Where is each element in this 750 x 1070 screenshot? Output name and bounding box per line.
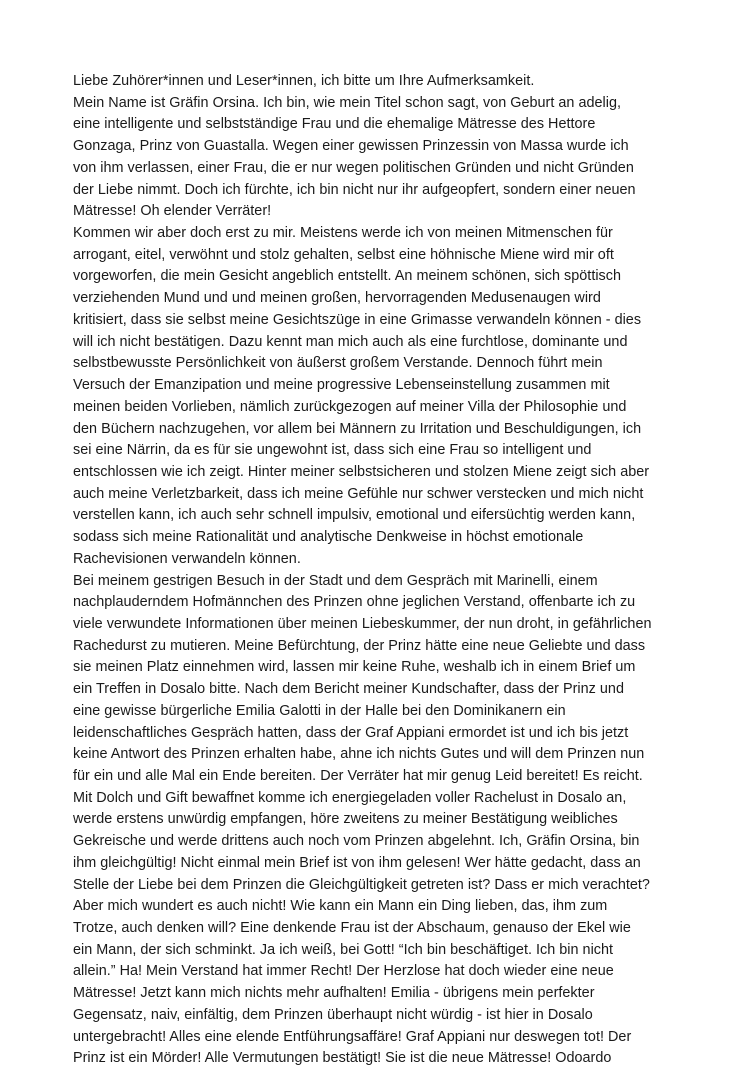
text-line: Liebe Zuhörer*innen und Leser*innen, ich bitte um Ihre Aufmerksamkeit. <box>73 73 535 89</box>
text-line: den Büchern nachzugehen, vor allem bei Männern zu Irritation und Beschuldigungen, ich <box>73 420 642 437</box>
text-line: untergebracht! Alles eine elende Entführungsaffäre! Graf Appiani nur deswegen tot! Der <box>73 1028 632 1045</box>
text-line: Gekreische und werde drittens auch noch vom Prinzen abgelehnt. Ich, Gräfin Orsina, bin <box>73 833 640 850</box>
text-line: will ich nicht bestätigen. Dazu kennt man mich auch als eine furchtlose, dominante und <box>73 333 628 350</box>
text-line: Versuch der Emanzipation und meine progressive Lebenseinstellung zusammen mit <box>73 377 610 394</box>
text-line: der Liebe nimmt. Doch ich fürchte, ich bin nicht nur ihr aufgeopfert, sondern einer neuen <box>73 181 636 198</box>
text-line: keine Antwort des Prinzen erhalten habe, ahne ich nichts Gutes und will dem Prinzen nun <box>73 746 645 763</box>
text-line: arrogant, eitel, verwöhnt und stolz gehalten, selbst eine höhnische Miene wird mir oft <box>73 246 614 263</box>
text-line: Mit Dolch und Gift bewaffnet komme ich energiegeladen voller Rachelust in Dosalo an, <box>73 789 627 806</box>
text-line: Rachevisionen verwandeln können. <box>73 550 301 567</box>
text-line: Kommen wir aber doch erst zu mir. Meistens werde ich von meinen Mitmenschen für <box>73 225 613 242</box>
text-line: nachplauderndem Hofmännchen des Prinzen ohne jeglichen Verstand, offenbarte ich zu <box>73 594 636 611</box>
text-line: Mätresse! Jetzt kann mich nichts mehr aufhalten! Emilia - übrigens mein perfekter <box>73 985 595 1002</box>
text-line: entschlossen wie ich zeigt. Hinter meiner selbstsicheren und stolzen Miene zeigt sich aber <box>73 463 650 480</box>
text-line: Aber mich wundert es auch nicht! Wie kann ein Mann ein Ding lieben, das, ihm zum <box>73 898 608 915</box>
text-line: verstellen kann, ich auch sehr schnell impulsiv, emotional und eifersüchtig werden kann, <box>73 507 636 524</box>
text-line: Trotze, auch denken will? Eine denkende Frau ist der Abschaum, genauso der Ekel wie <box>73 920 631 937</box>
text-line: ein Mann, der sich schminkt. Ja ich weiß, bei Gott! “Ich bin beschäftiget. Ich bin nicht <box>73 941 614 958</box>
text-line: sie meinen Platz einnehmen wird, lassen mir keine Ruhe, weshalb ich in einem Brief um <box>73 659 636 676</box>
text-line: verziehenden Mund und und meinen großen, hervorragenden Medusenaugen wird <box>73 290 601 307</box>
text-line: ihm gleichgültig! Nicht einmal mein Brief ist von ihm gelesen! Wer hätte gedacht, dass an <box>73 854 641 871</box>
text-line: Rachedurst zu mutieren. Meine Befürchtung, der Prinz hätte eine neue Geliebte und dass <box>73 637 646 654</box>
text-line: Prinz ist ein Mörder! Alle Vermutungen bestätigt! Sie ist die neue Mätresse! Odoardo <box>73 1050 612 1067</box>
text-line: auch meine Verletzbarkeit, dass ich meine Gefühle nur schwer verstecken und mich nicht <box>73 485 644 502</box>
text-line: eine gewisse bürgerliche Emilia Galotti in der Halle bei den Dominikanern ein <box>73 702 566 719</box>
text-line: viele verwundete Informationen über meinen Liebeskummer, der nun droht, in gefährlichen <box>73 615 652 632</box>
text-line: Mätresse! Oh elender Verräter! <box>73 203 272 220</box>
monologue-text <box>73 71 693 1070</box>
text-line: Gegensatz, naiv, einfältig, dem Prinzen überhaupt nicht würdig - ist hier in Dosalo <box>73 1006 593 1023</box>
text-line: für ein und alle Mal ein Ende bereiten. Der Verräter hat mir genug Leid bereitet! Es reicht. <box>73 768 643 784</box>
text-line: Stelle der Liebe bei dem Prinzen die Gleichgültigkeit getreten ist? Dass er mich verachtet? <box>73 876 650 893</box>
text-line: kritisiert, dass sie selbst meine Gesichtszüge in eine Grimasse verwandeln können - dies <box>73 311 642 328</box>
text-line: von ihm verlassen, einer Frau, die er nur wegen politischen Gründen und nicht Gründen <box>73 159 634 176</box>
text-line: Mein Name ist Gräfin Orsina. Ich bin, wie mein Titel schon sagt, von Geburt an adelig, <box>73 94 622 111</box>
text-line: eine intelligente und selbstständige Frau und die ehemalige Mätresse des Hettore <box>73 116 596 133</box>
text-line: leidenschaftliches Gespräch hatten, dass der Graf Appiani ermordet ist und ich bis jetzt <box>73 724 629 741</box>
text-line: Gonzaga, Prinz von Guastalla. Wegen einer gewissen Prinzessin von Massa wurde ich <box>73 138 629 155</box>
text-line: allein.” Ha! Mein Verstand hat immer Recht! Der Herzlose hat doch wieder eine neue <box>73 963 614 980</box>
text-line: ein Treffen in Dosalo bitte. Nach dem Bericht meiner Kundschafter, dass der Prinz und <box>73 681 624 698</box>
text-line: sei eine Närrin, da es für sie ungewohnt ist, dass sich eine Frau so intelligent und <box>73 442 592 459</box>
text-line: sodass sich meine Rationalität und analytische Denkweise in höchst emotionale <box>73 529 584 546</box>
text-line: meinen beiden Vorlieben, nämlich zurückgezogen auf meiner Villa der Philosophie und <box>73 398 627 415</box>
text-line: werde erstens unwürdig empfangen, höre zweitens zu meiner Bestätigung weibliches <box>73 811 618 828</box>
text-line: vorgeworfen, die mein Gesicht angeblich entstellt. An meinem schönen, sich spöttisch <box>73 268 622 285</box>
text-line: selbstbewusste Persönlichkeit von äußerst großem Verstande. Dennoch führt mein <box>73 355 603 372</box>
text-line: Bei meinem gestrigen Besuch in der Stadt und dem Gespräch mit Marinelli, einem <box>73 572 598 589</box>
